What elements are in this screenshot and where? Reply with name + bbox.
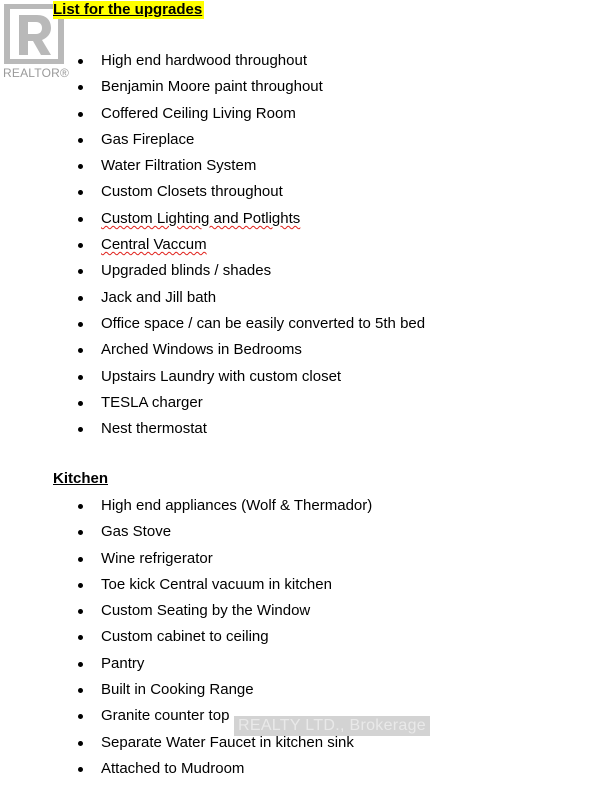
realtor-wordmark: REALTOR® [3,66,70,80]
bullet-icon [78,243,83,248]
bullet-icon [78,767,83,772]
bullet-icon [78,504,83,509]
bullet-icon [78,714,83,719]
bullet-icon [78,217,83,222]
kitchen-heading: Kitchen [53,470,109,487]
bullet-icon [78,557,83,562]
bullet-icon [78,85,83,90]
bullet-icon [78,296,83,301]
bullet-icon [78,190,83,195]
bullet-icon [78,662,83,667]
bullet-icon [78,688,83,693]
bullet-icon [78,269,83,274]
bullet-icon [78,741,83,746]
bullet-icon [78,138,83,143]
bullet-icon [78,375,83,380]
bullet-icon [78,164,83,169]
upgrades-heading: List for the upgrades [53,1,203,18]
bullet-icon [78,112,83,117]
bullet-icon [78,609,83,614]
document-page: REALTOR® List for the upgrades High end hardwood throughout Benjamin Moore paint throughout Coffered Ceiling Living Room Gas Fireplace Water Filtration System Custom Closets throughout Custom Lighting and Potlights Central Vaccum Upgraded blinds / shades Jack and Jill bath Office space / can be easily converted to 5th bed Arched Windows in Bedrooms Upstairs Laundry with custom closet TESLA charger Nest thermostat Kitchen High end appliances (Wolf & Thermador) Gas Stove Wine refrigerator Toe kick Central vacuum in kitchen Custom Seating by the Window Custom cabinet to ceiling Pantry Built in Cooking Range Granite counter top Separate Water Faucet in kitchen sink Attached to Mudroom REALTY LTD., Brokerage [0,0,604,785]
bullet-icon [78,530,83,535]
bullet-icon [78,401,83,406]
bullet-icon [78,322,83,327]
bullet-icon [78,583,83,588]
bullet-icon [78,348,83,353]
bullet-icon [78,427,83,432]
brokerage-watermark: REALTY LTD., Brokerage [234,716,430,736]
bullet-icon [78,59,83,64]
bullet-icon [78,635,83,640]
